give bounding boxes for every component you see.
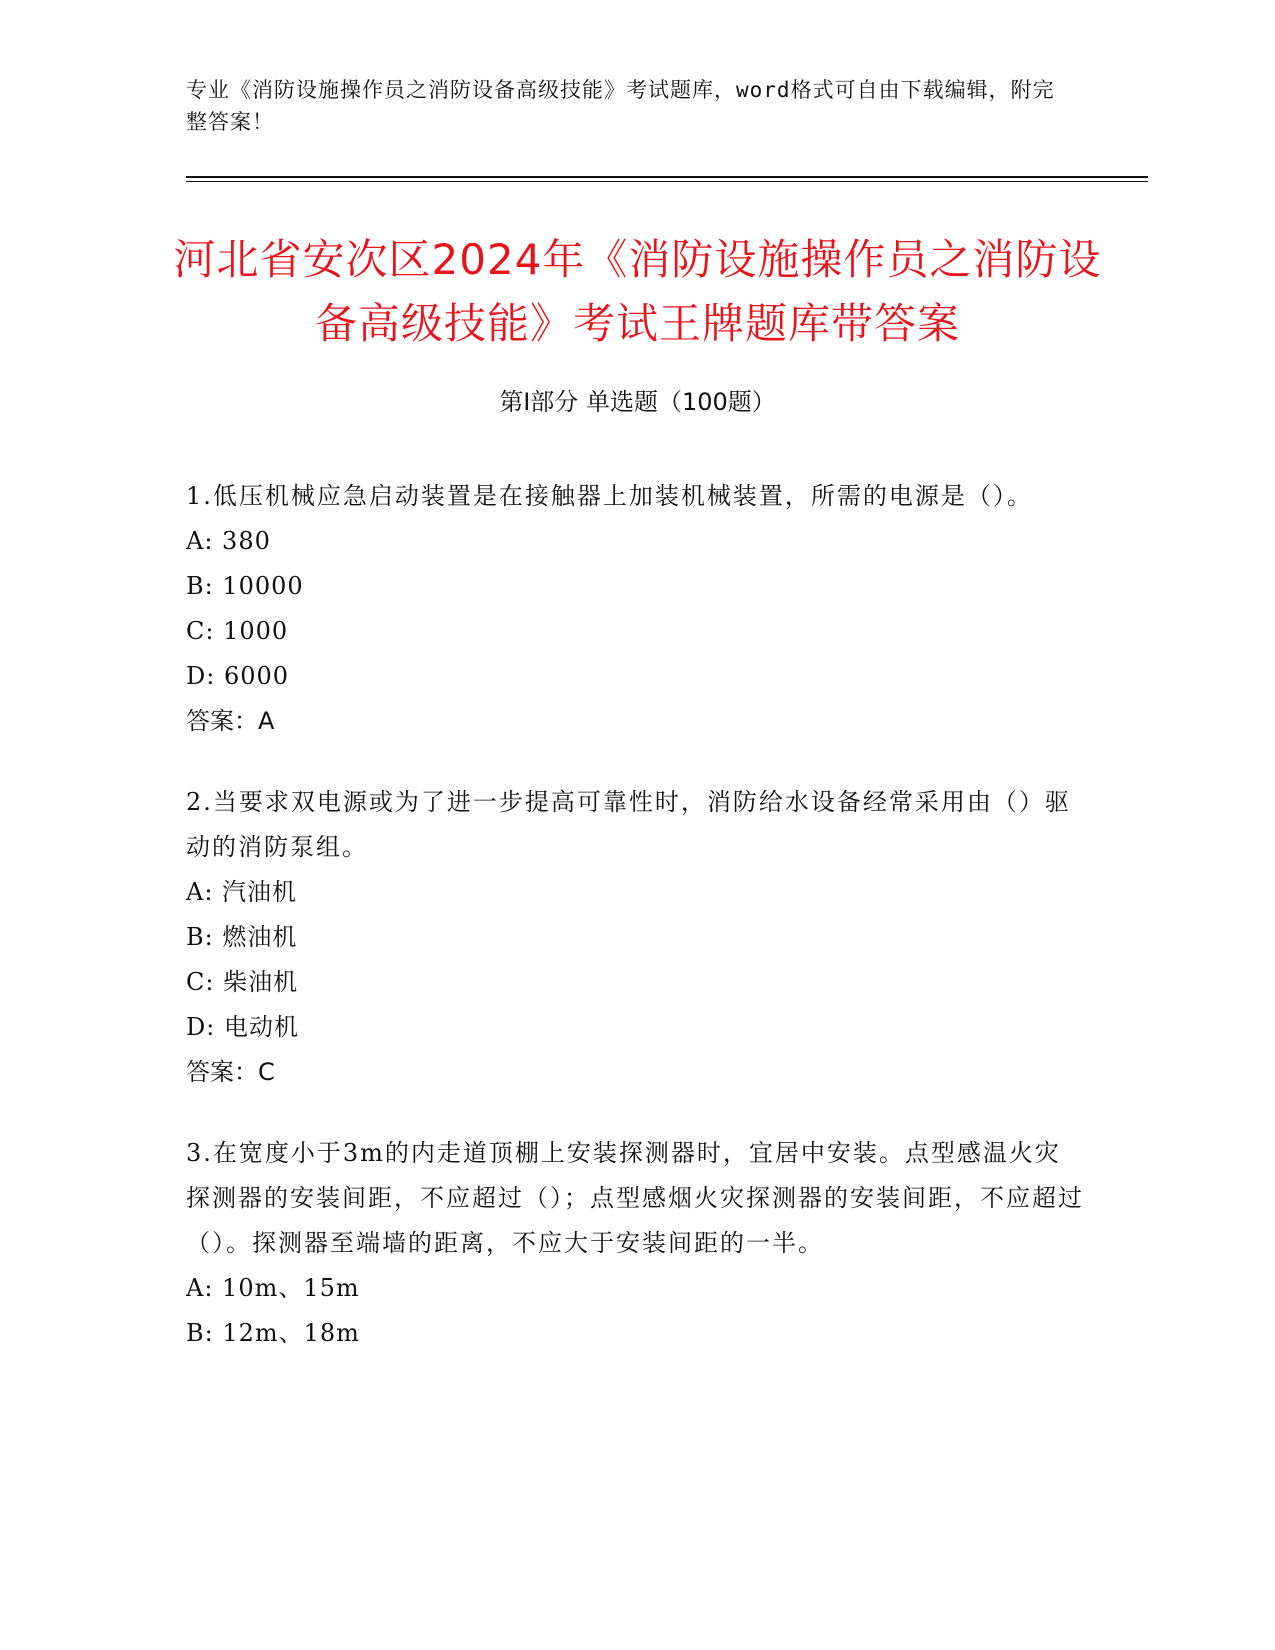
option-a: A: 380: [186, 527, 271, 555]
option-c: C: 柴油机: [186, 968, 299, 996]
header-note: 专业《消防设施操作员之消防设备高级技能》考试题库，word格式可自由下载编辑，附完整答案！: [186, 78, 1055, 134]
option-a: A: 汽油机: [186, 878, 298, 906]
option-b: B: 12m、18m: [186, 1319, 360, 1347]
option-b: B: 燃油机: [186, 923, 298, 951]
question-stem: 3.在宽度小于3m的内走道顶棚上安装探测器时，宜居中安装。点型感温火灾探测器的安装间距，不应超过（）；点型感烟火灾探测器的安装间距，不应超过（）。探测器至端墙的距离，不应大于安装间距的一半。: [186, 1139, 1084, 1257]
header-rule-thick: [186, 176, 1148, 178]
question-stem: 2.当要求双电源或为了进一步提高可靠性时，消防给水设备经常采用由（）驱动的消防泵组。: [186, 788, 1071, 861]
answer: 答案：C: [186, 1058, 275, 1086]
answer: 答案：A: [186, 707, 275, 735]
header-rule-thin: [186, 181, 1148, 182]
option-a: A: 10m、15m: [186, 1274, 360, 1302]
option-b: B: 10000: [186, 572, 304, 600]
question-list: [186, 474, 1086, 1392]
section-title: 第Ⅰ部分 单选题（100题）: [499, 388, 776, 416]
question-2: [186, 780, 1086, 1095]
question-1: [186, 474, 1086, 744]
option-c: C: 1000: [186, 617, 289, 645]
question-3: [186, 1131, 1086, 1356]
option-d: D: 6000: [186, 662, 290, 690]
question-stem: 1.低压机械应急启动装置是在接触器上加装机械装置，所需的电源是（）。: [186, 482, 1033, 510]
document-title: 河北省安次区2024年《消防设施操作员之消防设备高级技能》考试王牌题库带答案: [173, 235, 1102, 348]
option-d: D: 电动机: [186, 1013, 299, 1041]
